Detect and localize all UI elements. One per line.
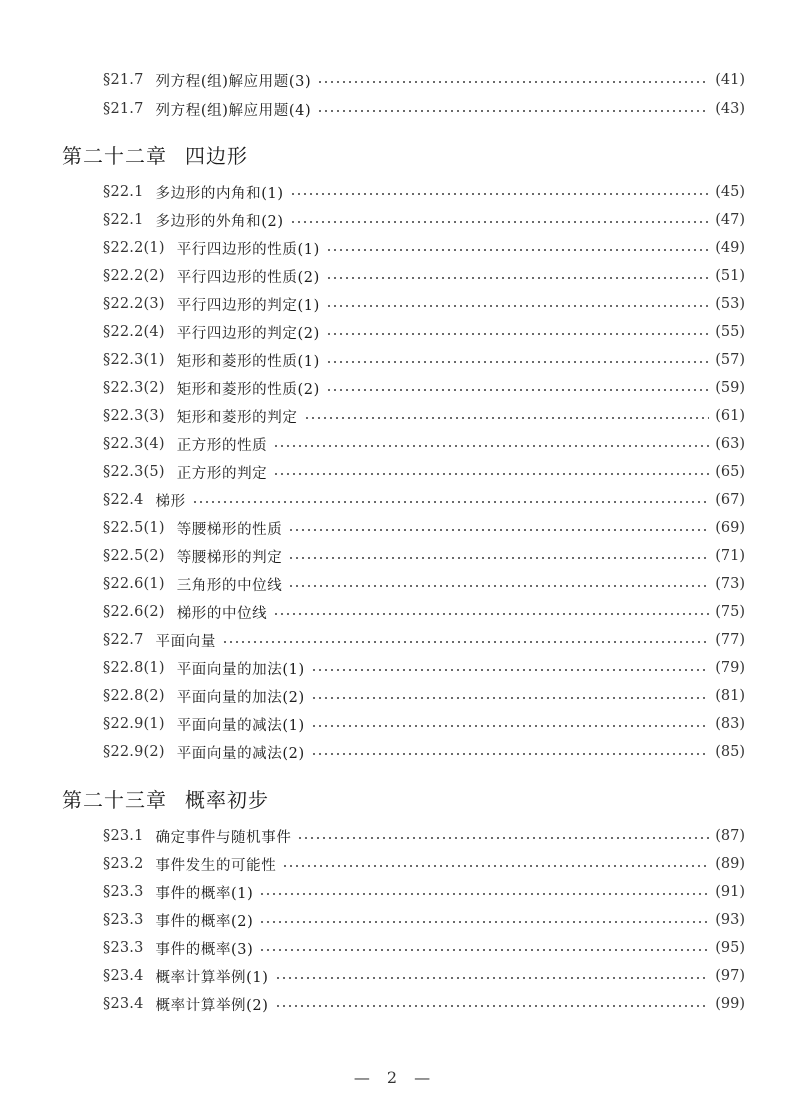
section-number: §22.1 bbox=[103, 212, 144, 228]
dot-leader bbox=[192, 501, 709, 503]
section-number: §23.3 bbox=[103, 884, 144, 900]
toc-entry bbox=[103, 878, 745, 906]
dot-leader bbox=[311, 753, 710, 755]
toc-entry bbox=[103, 906, 745, 934]
entry-title: 矩形和菱形的性质(2) bbox=[176, 381, 320, 398]
entry-title: 正方形的判定 bbox=[176, 465, 268, 482]
toc-entry bbox=[103, 66, 745, 94]
page-ref: (49) bbox=[715, 240, 745, 256]
section-number: §21.7 bbox=[103, 72, 144, 88]
dot-leader bbox=[288, 529, 709, 531]
dot-leader bbox=[297, 837, 709, 839]
toc-entry bbox=[103, 318, 745, 346]
toc-entry bbox=[103, 402, 745, 430]
entry-title: 列方程(组)解应用题(4) bbox=[155, 102, 312, 119]
page-ref: (65) bbox=[715, 464, 745, 480]
toc-entry bbox=[103, 206, 745, 234]
entry-title: 事件的概率(2) bbox=[155, 913, 254, 930]
entry-title: 正方形的性质 bbox=[176, 437, 268, 454]
entry-title: 事件的概率(3) bbox=[155, 941, 254, 958]
page-ref: (67) bbox=[715, 492, 745, 508]
dot-leader bbox=[273, 445, 709, 447]
page-ref: (99) bbox=[715, 996, 745, 1012]
page-ref: (73) bbox=[715, 576, 745, 592]
page-ref: (81) bbox=[715, 688, 745, 704]
entry-title: 等腰梯形的判定 bbox=[176, 549, 283, 566]
page-ref: (61) bbox=[715, 408, 745, 424]
section-number: §22.8(2) bbox=[103, 688, 165, 704]
section-number: §22.9(1) bbox=[103, 716, 165, 732]
dot-leader bbox=[304, 417, 710, 419]
page-ref: (97) bbox=[715, 968, 745, 984]
section-number: §22.8(1) bbox=[103, 660, 165, 676]
section-number: §22.3(3) bbox=[103, 408, 165, 424]
page-ref: (93) bbox=[715, 912, 745, 928]
section-number: §22.2(2) bbox=[103, 268, 165, 284]
dot-leader bbox=[259, 893, 709, 895]
entry-title: 列方程(组)解应用题(3) bbox=[155, 73, 312, 90]
dot-leader bbox=[222, 641, 709, 643]
entry-title: 等腰梯形的性质 bbox=[176, 521, 283, 538]
dot-leader bbox=[288, 557, 709, 559]
dot-leader bbox=[326, 389, 709, 391]
toc-entry bbox=[103, 542, 745, 570]
page-ref: (47) bbox=[715, 212, 745, 228]
toc-entry bbox=[103, 486, 745, 514]
chapter-number: 第二十三章 bbox=[62, 788, 167, 812]
dot-leader bbox=[259, 949, 709, 951]
entry-title: 平行四边形的性质(2) bbox=[176, 269, 320, 286]
toc-entry bbox=[103, 290, 745, 318]
page-ref: (43) bbox=[715, 101, 745, 117]
page-ref: (87) bbox=[715, 828, 745, 844]
dot-leader bbox=[282, 865, 709, 867]
toc-entry bbox=[103, 710, 745, 738]
section-number: §23.4 bbox=[103, 968, 144, 984]
dot-leader bbox=[288, 585, 709, 587]
page-ref: (45) bbox=[715, 184, 745, 200]
toc-entry bbox=[103, 962, 745, 990]
page-ref: (79) bbox=[715, 660, 745, 676]
section-number: §22.2(4) bbox=[103, 324, 165, 340]
section-number: §22.9(2) bbox=[103, 744, 165, 760]
page-ref: (57) bbox=[715, 352, 745, 368]
section-number: §22.5(1) bbox=[103, 520, 165, 536]
section-number: §22.1 bbox=[103, 184, 144, 200]
entry-title: 矩形和菱形的性质(1) bbox=[176, 353, 320, 370]
section-number: §22.6(2) bbox=[103, 604, 165, 620]
entry-title: 概率计算举例(1) bbox=[155, 969, 269, 986]
page-ref: (51) bbox=[715, 268, 745, 284]
page-ref: (41) bbox=[715, 72, 745, 88]
dot-leader bbox=[326, 249, 709, 251]
toc-entry bbox=[103, 570, 745, 598]
dot-leader bbox=[311, 669, 710, 671]
page-ref: (71) bbox=[715, 548, 745, 564]
toc-entry bbox=[103, 654, 745, 682]
section-number: §22.3(1) bbox=[103, 352, 165, 368]
dot-leader bbox=[290, 193, 710, 195]
chapter-heading bbox=[62, 140, 248, 169]
toc-entry bbox=[103, 234, 745, 262]
entry-title: 平行四边形的判定(1) bbox=[176, 297, 320, 314]
entry-title: 多边形的外角和(2) bbox=[155, 213, 284, 230]
toc-entry bbox=[103, 430, 745, 458]
toc-entry bbox=[103, 178, 745, 206]
entry-title: 平面向量的加法(1) bbox=[176, 661, 305, 678]
section-number: §23.4 bbox=[103, 996, 144, 1012]
entry-title: 矩形和菱形的判定 bbox=[176, 409, 298, 426]
toc-entry bbox=[103, 95, 745, 123]
entry-title: 概率计算举例(2) bbox=[155, 997, 269, 1014]
toc-entry bbox=[103, 990, 745, 1018]
entry-title: 事件的概率(1) bbox=[155, 885, 254, 902]
section-number: §23.3 bbox=[103, 940, 144, 956]
entry-title: 平行四边形的性质(1) bbox=[176, 241, 320, 258]
page-ref: (59) bbox=[715, 380, 745, 396]
section-number: §22.5(2) bbox=[103, 548, 165, 564]
dot-leader bbox=[275, 1005, 710, 1007]
page-ref: (91) bbox=[715, 884, 745, 900]
dot-leader bbox=[311, 725, 710, 727]
toc-entry bbox=[103, 598, 745, 626]
toc-entry bbox=[103, 738, 745, 766]
section-number: §21.7 bbox=[103, 101, 144, 117]
entry-title: 多边形的内角和(1) bbox=[155, 185, 284, 202]
dot-leader bbox=[317, 110, 709, 112]
page-ref: (63) bbox=[715, 436, 745, 452]
page-ref: (95) bbox=[715, 940, 745, 956]
entry-title: 平面向量的减法(2) bbox=[176, 745, 305, 762]
section-number: §23.2 bbox=[103, 856, 144, 872]
dot-leader bbox=[290, 221, 710, 223]
section-number: §22.6(1) bbox=[103, 576, 165, 592]
entry-title: 平面向量的加法(2) bbox=[176, 689, 305, 706]
chapter-name: 概率初步 bbox=[185, 788, 269, 812]
toc-entry bbox=[103, 682, 745, 710]
dot-leader bbox=[317, 81, 709, 83]
entry-title: 平面向量的减法(1) bbox=[176, 717, 305, 734]
page-ref: (83) bbox=[715, 716, 745, 732]
section-number: §23.1 bbox=[103, 828, 144, 844]
toc-entry bbox=[103, 458, 745, 486]
dot-leader bbox=[273, 613, 709, 615]
entry-title: 梯形的中位线 bbox=[176, 605, 268, 622]
toc-entry bbox=[103, 346, 745, 374]
section-number: §22.7 bbox=[103, 632, 144, 648]
section-number: §22.3(5) bbox=[103, 464, 165, 480]
section-number: §22.3(2) bbox=[103, 380, 165, 396]
entry-title: 三角形的中位线 bbox=[176, 577, 283, 594]
entry-title: 事件发生的可能性 bbox=[155, 857, 277, 874]
page-ref: (69) bbox=[715, 520, 745, 536]
toc-entry bbox=[103, 626, 745, 654]
entry-title: 平行四边形的判定(2) bbox=[176, 325, 320, 342]
section-number: §22.4 bbox=[103, 492, 144, 508]
toc-entry bbox=[103, 850, 745, 878]
page-ref: (55) bbox=[715, 324, 745, 340]
entry-title: 确定事件与随机事件 bbox=[155, 829, 292, 846]
dot-leader bbox=[326, 305, 709, 307]
page-number-footer: — 2 — bbox=[353, 1068, 437, 1087]
section-number: §22.2(3) bbox=[103, 296, 165, 312]
chapter-name: 四边形 bbox=[185, 144, 248, 168]
section-number: §23.3 bbox=[103, 912, 144, 928]
dot-leader bbox=[273, 473, 709, 475]
page-ref: (89) bbox=[715, 856, 745, 872]
toc-entry bbox=[103, 262, 745, 290]
toc-entry bbox=[103, 374, 745, 402]
dot-leader bbox=[311, 697, 710, 699]
entry-title: 梯形 bbox=[155, 493, 186, 510]
page-ref: (75) bbox=[715, 604, 745, 620]
dot-leader bbox=[326, 333, 709, 335]
section-number: §22.3(4) bbox=[103, 436, 165, 452]
dot-leader bbox=[259, 921, 709, 923]
dot-leader bbox=[275, 977, 710, 979]
page-ref: (85) bbox=[715, 744, 745, 760]
section-number: §22.2(1) bbox=[103, 240, 165, 256]
chapter-number: 第二十二章 bbox=[62, 144, 167, 168]
page-ref: (53) bbox=[715, 296, 745, 312]
entry-title: 平面向量 bbox=[155, 633, 216, 650]
page-ref: (77) bbox=[715, 632, 745, 648]
chapter-heading bbox=[62, 784, 269, 813]
dot-leader bbox=[326, 361, 709, 363]
toc-entry bbox=[103, 514, 745, 542]
toc-entry bbox=[103, 934, 745, 962]
dot-leader bbox=[326, 277, 709, 279]
toc-entry bbox=[103, 822, 745, 850]
